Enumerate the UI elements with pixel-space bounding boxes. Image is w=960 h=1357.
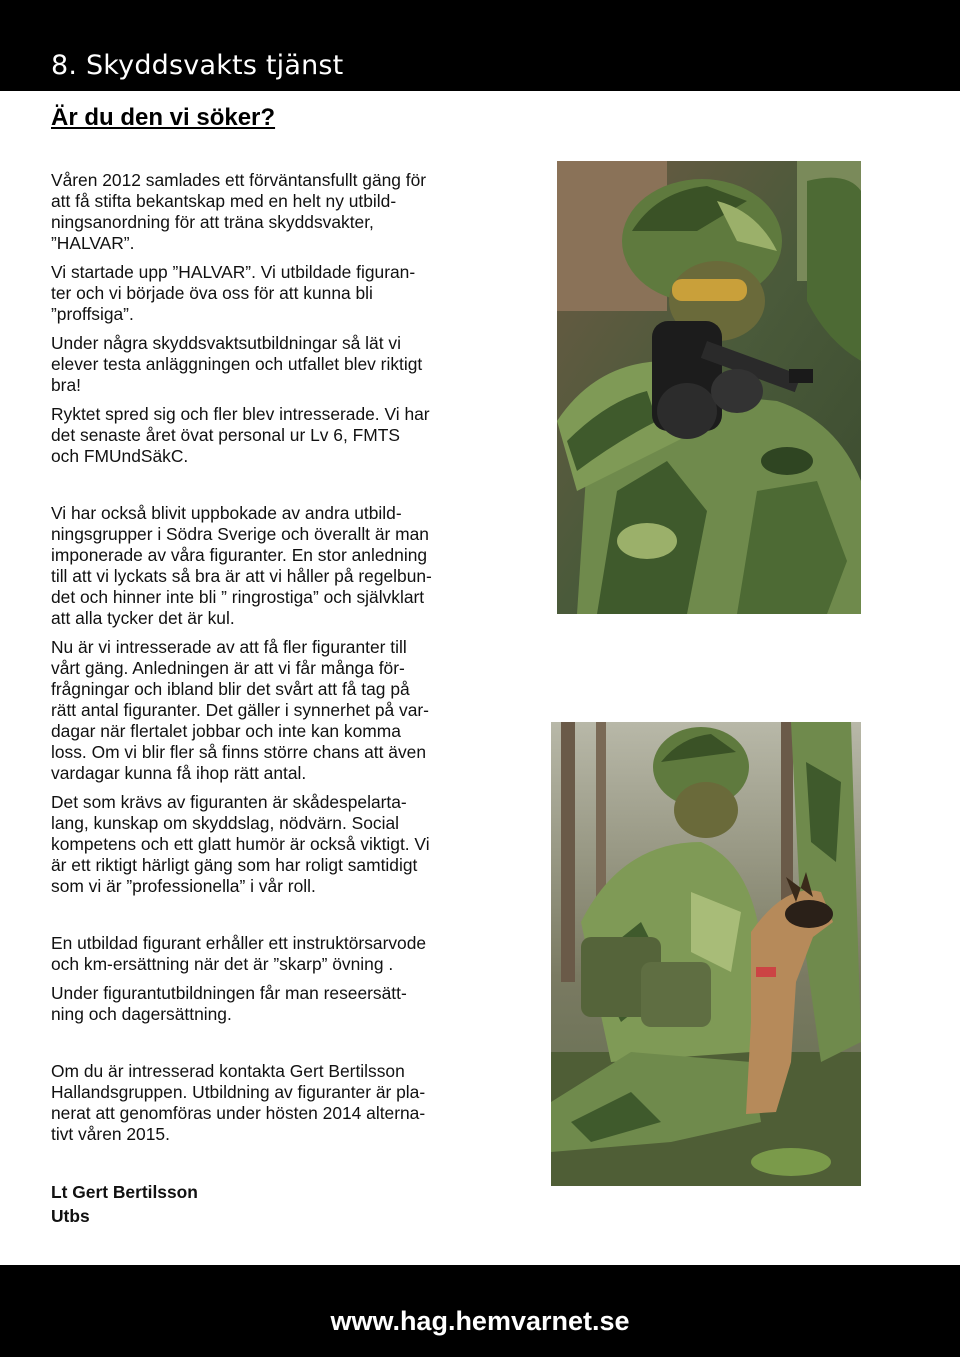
soldier-aiming-rifle-image <box>557 161 861 614</box>
footer-bar <box>0 1265 960 1357</box>
signature-name: Lt Gert Bertilsson <box>51 1182 198 1202</box>
paragraph-3: Under några skyddsvaktsutbildningar så lät vi elever testa anläggningen och utfallet blev riktigt bra! <box>51 333 423 395</box>
article-body <box>51 170 481 1145</box>
paragraph-1: Våren 2012 samlades ett förväntansfullt gäng för att få stifta bekantskap med en helt ny utbild- ningsanordning för att träna skyddsvakter, ”HALVAR”. <box>51 170 427 253</box>
paragraph-7: Det som krävs av figuranten är skådespelarta- lang, kunskap om skyddslag, nödvärn. Social kompetens och ett glatt humör är också viktigt. Vi är ett riktigt härligt gäng som har roligt samtidigt som vi är ”professionella” i vår roll. <box>51 792 430 896</box>
soldier-aiming-rifle-photo <box>557 161 861 614</box>
header-bar <box>0 0 960 91</box>
paragraph-9: Under figurantutbildningen får man reseersätt- ning och dagersättning. <box>51 983 407 1024</box>
soldier-with-dog-photo <box>551 722 861 1186</box>
signature <box>51 1180 198 1228</box>
paragraph-10: Om du är intresserad kontakta Gert Bertilsson Hallandsgruppen. Utbildning av figuranter är pla- nerat att genomföras under hösten 2014 alterna- tivt våren 2015. <box>51 1061 426 1144</box>
paragraph-6: Nu är vi intresserade av att få fler figuranter till vårt gäng. Anledningen är att vi får många för- frågningar och ibland blir det svårt att få tag på rätt antal figuranter. Det gäller i synnerhet på var- dagar när flertalet jobbar och inte kan komma loss. Om vi blir fler så finns större chans att även vardagar kunna få ihop rätt antal. <box>51 637 429 783</box>
paragraph-4: Ryktet spred sig och fler blev intresserade. Vi har det senaste året övat personal ur Lv 6, FMTS och FMUndSäkC. <box>51 404 430 466</box>
section-title: 8. Skyddsvakts tjänst <box>51 50 344 81</box>
footer-url[interactable]: www.hag.hemvarnet.se <box>330 1306 630 1336</box>
paragraph-8: En utbildad figurant erhåller ett instruktörsarvode och km-ersättning när det är ”skarp” övning . <box>51 933 427 974</box>
paragraph-5: Vi har också blivit uppbokade av andra utbild- ningsgrupper i Södra Sverige och överallt är man imponerade av våra figuranter. En stor anledning till att vi lyckats så bra är att vi håller på regelbun- det och hinner inte bli ” ringrostiga” och självklart att alla tycker det är kul. <box>51 503 432 628</box>
signature-title: Utbs <box>51 1206 90 1226</box>
paragraph-2: Vi startade upp ”HALVAR”. Vi utbildade figuran- ter och vi började öva oss för att kunna bli ”proffsiga”. <box>51 262 416 324</box>
soldier-with-dog-image <box>551 722 861 1186</box>
page-heading: Är du den vi söker? <box>51 104 276 131</box>
